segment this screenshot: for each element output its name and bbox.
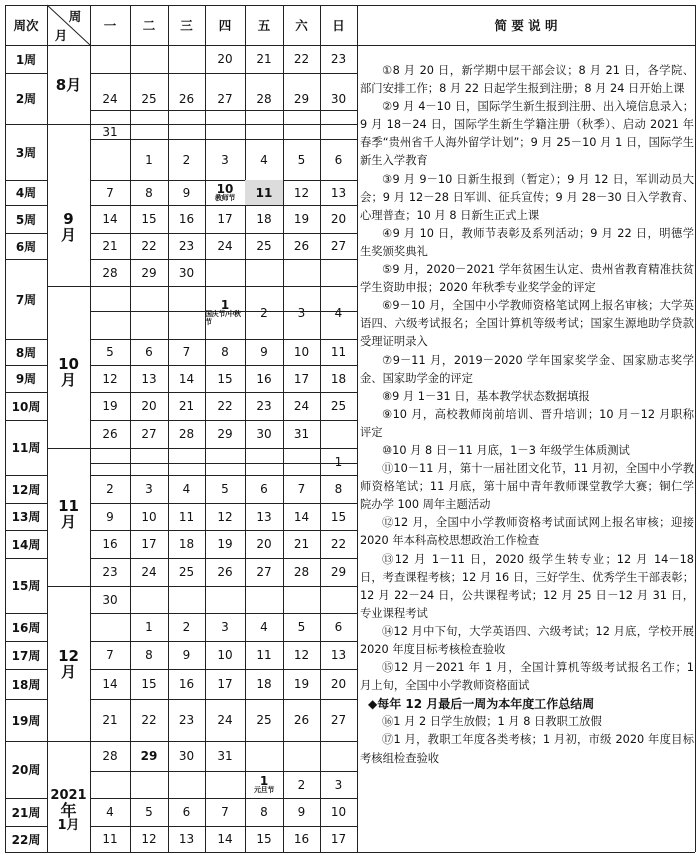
month-label-december-part: 月: [60, 663, 76, 681]
note-item: ⑧9 月 1－31 日，基本教学状态数据填报: [382, 389, 590, 403]
day-cell: 27: [141, 427, 157, 441]
holiday-day-number: 1: [259, 773, 269, 788]
day-cell: 25: [256, 239, 272, 253]
day-cell: 4: [260, 152, 268, 167]
day-cell: 26: [293, 239, 310, 253]
holiday-day-number: 1: [220, 297, 230, 312]
note-item: ◆每年 12 月最后一周为本年度工作总结周: [368, 697, 595, 712]
day-cell: 30: [330, 91, 347, 106]
day-cell: 16: [293, 832, 310, 846]
day-cell: 28: [102, 749, 118, 763]
day-cell: 24: [141, 565, 157, 579]
day-cell: 26: [217, 565, 233, 579]
day-cell: 30: [178, 749, 195, 763]
note-item: ⑤9 月，2020－2021 学年贫困生认定、贵州省教育精准扶贫学生资助申报；2020 年秋季专业奖学金的评定: [360, 263, 694, 295]
week-label: 8周: [15, 345, 37, 360]
day-cell: 29: [217, 427, 233, 441]
weekday-header-tue: 二: [142, 18, 156, 33]
day-cell: 20: [330, 212, 347, 226]
day-cell: 20: [141, 399, 157, 413]
month-label-september-part: 9: [63, 209, 74, 228]
day-cell: 2: [297, 777, 306, 792]
weekday-header-thu: 四: [218, 18, 232, 33]
day-cell: 14: [178, 371, 195, 386]
day-cell: 12: [102, 371, 118, 386]
week-label: 7周: [15, 292, 37, 307]
day-cell: 22: [217, 399, 233, 413]
note-item: ⑮12 月－2021 年 1 月，全国计算机等级考试报名工作；1 月上旬，全国中小学教师资格面试: [360, 661, 694, 693]
day-cell: 27: [330, 239, 347, 253]
weekday-header-fri: 五: [257, 18, 271, 33]
weekday-header-sat: 六: [295, 18, 308, 33]
day-cell: 10: [293, 345, 310, 359]
day-cell: 16: [178, 212, 195, 226]
day-cell: 5: [297, 620, 306, 634]
day-cell: 9: [182, 648, 191, 662]
day-cell: 28: [256, 91, 272, 106]
month-label-november: [47, 490, 90, 540]
week-label: 3周: [15, 145, 37, 160]
day-cell: 16: [178, 677, 195, 691]
day-cell: 10: [330, 805, 347, 819]
month-label-november-part: 11: [58, 497, 79, 516]
note-item: ⑨10 月，高校教师岗前培训、晋升培训；10 月－12 月职称评定: [360, 407, 694, 439]
day-cell: 15: [141, 212, 157, 226]
day-cell: 22: [141, 713, 157, 727]
day-cell: 27: [256, 565, 272, 579]
day-cell: 14: [102, 677, 118, 691]
month-label-september-part: 月: [60, 225, 76, 244]
day-cell: 4: [260, 620, 268, 634]
day-cell: 28: [178, 427, 195, 441]
holiday-note: 国庆节/中秋节: [205, 310, 241, 326]
week-label: 14周: [11, 537, 41, 552]
day-cell: 23: [102, 565, 118, 579]
day-cell: 2: [106, 482, 114, 496]
day-cell: 13: [178, 832, 195, 846]
week-label: 2周: [15, 92, 37, 106]
day-cell: 3: [221, 620, 229, 634]
day-cell: 18: [256, 677, 272, 691]
week-label: 18周: [11, 677, 41, 692]
day-cell: 18: [256, 212, 272, 226]
day-cell: 24: [217, 239, 233, 253]
holiday-note: 元旦节: [253, 786, 275, 795]
week-label: 16周: [11, 620, 41, 635]
day-cell: 23: [178, 713, 195, 727]
month-label-september: [47, 205, 90, 250]
day-cell: 6: [334, 152, 343, 167]
day-cell: 24: [217, 713, 233, 727]
day-cell: 9: [297, 805, 306, 819]
day-cell: 8: [221, 345, 229, 359]
day-cell: 23: [178, 239, 195, 253]
day-cell: 13: [330, 185, 347, 200]
day-cell: 8: [334, 482, 343, 496]
day-cell: 17: [293, 371, 310, 386]
day-cell: 6: [145, 345, 153, 359]
day-cell: 21: [178, 399, 195, 413]
day-cell: 8: [260, 805, 268, 819]
day-cell: 29: [293, 91, 310, 106]
day-cell: 28: [102, 265, 118, 280]
week-label: 21周: [11, 805, 41, 820]
day-cell: 5: [106, 345, 114, 359]
day-cell: 13: [256, 509, 272, 524]
weekday-header-mon: 一: [103, 18, 117, 33]
month-label-november-part: 月: [60, 513, 76, 531]
day-cell: 20: [256, 537, 272, 551]
day-cell: 29: [140, 749, 158, 763]
day-cell: 25: [141, 91, 157, 106]
day-cell: 26: [293, 713, 310, 727]
day-cell: 4: [334, 305, 343, 320]
day-cell: 21: [102, 239, 118, 253]
week-label: 17周: [11, 648, 41, 663]
day-cell: 22: [141, 239, 157, 253]
day-cell: 5: [221, 482, 229, 496]
day-cell: 10: [217, 648, 233, 662]
day-cell: 28: [293, 565, 310, 579]
week-label: 13周: [11, 510, 41, 524]
week-label: 5周: [15, 212, 37, 227]
day-cell: 6: [334, 620, 343, 634]
day-cell: 30: [256, 427, 272, 441]
day-cell: 30: [178, 265, 195, 280]
note-item: ⑭12 月中下旬，大学英语四、六级考试；12 月底，学校开展 2020 年度目标考核检查验收: [360, 624, 694, 656]
day-cell: 17: [330, 832, 347, 846]
day-cell: 9: [106, 509, 114, 524]
day-cell: 17: [141, 537, 157, 551]
day-cell: 8: [145, 648, 153, 662]
day-cell: 3: [221, 152, 229, 167]
holiday-day-cell: [245, 771, 283, 798]
week-label: 22周: [11, 832, 41, 847]
note-item: ⑯1 月 2 日学生放假；1 月 8 日教职工放假: [382, 715, 602, 729]
day-cell: 4: [182, 482, 191, 496]
week-label: 6周: [15, 239, 37, 254]
month-label-october-part: 10: [58, 354, 79, 373]
day-cell: 17: [217, 677, 233, 691]
week-label: 19周: [11, 713, 41, 728]
day-cell: 2: [260, 305, 268, 320]
day-cell: 20: [330, 677, 347, 691]
day-cell: 1: [145, 152, 153, 167]
day-cell: 7: [221, 805, 229, 819]
month-label-august: 8月: [55, 75, 82, 94]
day-cell: 3: [145, 482, 153, 496]
month-label-october-part: 月: [60, 370, 76, 389]
day-cell: 2: [182, 620, 191, 634]
month-label-january-part: 年: [60, 800, 77, 820]
day-cell: 29: [141, 265, 157, 280]
day-cell: 24: [293, 399, 310, 413]
day-cell: 21: [256, 52, 272, 66]
day-cell: 17: [217, 212, 233, 226]
day-cell: 11: [245, 180, 283, 205]
day-cell: 22: [293, 52, 310, 66]
day-cell: 11: [256, 648, 272, 662]
day-cell: 11: [178, 509, 195, 524]
day-cell: 18: [330, 371, 347, 386]
day-cell: 21: [102, 713, 118, 727]
day-cell: 27: [217, 91, 233, 106]
note-item: ⑰1 月，教职工年度各类考核；1 月初，市级 2020 年度目标考核组检查验收: [360, 733, 694, 765]
corner-month-label: 月: [54, 28, 68, 43]
day-cell: 23: [330, 52, 347, 66]
day-cell: 9: [182, 185, 191, 200]
note-item: ①8 月 20 日，新学期中层干部会议；8 月 21 日，各学院、部门安排工作；8 月 22 日起学生报到注册；8 月 24 日开始上课: [360, 64, 694, 96]
week-label: 4周: [15, 186, 37, 200]
day-cell: 20: [217, 52, 233, 66]
note-item: ⑩10 月 8 日－11 月底，1－3 年级学生体质测试: [382, 443, 630, 457]
note-item: ⑪10－11 月，第十一届社团文化节，11 月初，全国中小学教师资格笔试；11 月底，第十届中青年教师课堂教学大赛；铜仁学院办学 100 周年主题活动: [360, 462, 694, 512]
day-cell: 29: [330, 565, 347, 579]
day-cell: 22: [330, 537, 347, 551]
day-cell: 19: [217, 537, 233, 551]
day-cell: 31: [293, 427, 310, 441]
day-cell: 13: [141, 371, 157, 386]
note-item: ⑥9－10 月，全国中小学教师资格笔试网上报名审核；大学英语四、六级考试报名；全国计算机等级考试；国家生源地助学贷款受理证明录入: [360, 299, 694, 349]
day-cell: 26: [178, 91, 195, 106]
week-label: 20周: [11, 763, 41, 777]
note-item: ②9 月 4－10 日，国际学生新生报到注册、出入境信息录入；9 月 18－24 日，国际学生新生学籍注册（秋季）、启动 2021 年春季“贵州省千人海外留学计划”；9 月 25－10 月 1 日，国际学生新生入学教育: [360, 100, 694, 168]
day-cell: 31: [217, 749, 233, 763]
day-cell: 30: [102, 592, 118, 607]
day-cell: 2: [182, 152, 191, 167]
day-cell: 23: [256, 399, 272, 413]
holiday-note: 教师节: [214, 194, 236, 203]
day-cell: 11: [330, 345, 347, 359]
month-label-december-part: 12: [58, 647, 79, 666]
week-label: 11周: [11, 441, 41, 455]
day-cell: 1: [334, 454, 343, 469]
note-item: ③9 月 9－10 日新生报到（暂定）；9 月 12 日，军训动员大会；9 月 12－28 日军训、征兵宣传；9 月 28－30 日入学教育、心理普查；10 月 8 日新生正式上课: [360, 172, 694, 222]
week-label: 12周: [11, 482, 41, 497]
day-cell: 8: [145, 185, 153, 200]
day-cell: 26: [102, 427, 118, 441]
month-label-october: [47, 345, 90, 400]
brief-notes: [360, 62, 694, 768]
day-cell: 24: [102, 91, 118, 106]
day-cell: 14: [217, 832, 233, 846]
day-cell: 12: [293, 648, 310, 662]
day-cell: 12: [293, 185, 310, 200]
day-cell: 11: [102, 832, 118, 846]
day-cell: 25: [256, 713, 272, 727]
day-cell: 6: [182, 805, 191, 819]
day-cell: 6: [260, 482, 268, 496]
day-cell: 25: [330, 399, 347, 413]
month-label-january-part: 2021: [50, 787, 87, 803]
day-cell: 9: [260, 345, 268, 359]
day-cell: 5: [297, 152, 306, 167]
day-cell: 10: [141, 509, 157, 524]
day-cell: 3: [334, 777, 343, 792]
day-cell: 15: [141, 677, 157, 691]
week-label: 15周: [11, 579, 41, 593]
month-label-january-part: 1月: [57, 818, 80, 834]
day-cell: 19: [293, 677, 310, 691]
day-cell: 1: [145, 620, 153, 634]
day-cell: 27: [330, 713, 347, 727]
note-item: ⑫12 月，全国中小学教师资格考试面试网上报名审核；迎接 2020 年本科高校思想政治工作检查: [360, 516, 694, 548]
day-cell: 3: [297, 305, 306, 320]
month-label-january: [47, 770, 90, 852]
holiday-day-number: 10: [216, 181, 234, 196]
note-item: ④9 月 10 日，教师节表彰及系列活动；9 月 22 日，明德学生奖颁奖典礼: [360, 226, 694, 258]
day-cell: 19: [102, 399, 118, 413]
notes-title: 简 要 说 明: [494, 18, 558, 33]
day-cell: 15: [256, 832, 272, 846]
weekday-header-sun: 日: [332, 18, 345, 33]
day-cell: 7: [297, 482, 306, 496]
day-cell: 7: [106, 648, 114, 662]
day-cell: 15: [330, 509, 347, 524]
day-cell: 16: [256, 371, 272, 386]
day-cell: 4: [106, 805, 114, 819]
week-column-header: 周次: [13, 18, 39, 33]
week-label: 1周: [15, 52, 37, 67]
week-label: 9周: [15, 372, 37, 386]
weekday-header-wed: 三: [180, 18, 193, 33]
note-item: ⑬12 月 1－11 日，2020 级学生转专业；12 月 14－18 日，考查课程考核；12 月 16 日，三好学生、优秀学生干部表彰；12 月 22－24 日，公共课程考试；12 月 25 日－12 月 31 日，专业课程考试: [360, 552, 694, 620]
day-cell: 18: [178, 537, 195, 551]
corner-week-label: 周: [68, 9, 82, 24]
holiday-day-cell: [205, 180, 245, 205]
day-cell: 31: [102, 124, 118, 139]
holiday-day-cell: [205, 286, 245, 339]
day-cell: 25: [178, 565, 195, 579]
week-label: 10周: [11, 399, 41, 414]
day-cell: 7: [182, 345, 191, 359]
day-cell: 5: [145, 805, 153, 819]
day-cell: 15: [217, 371, 233, 386]
day-cell: 12: [217, 509, 233, 524]
day-cell: 7: [106, 185, 114, 200]
month-label-december: [47, 640, 90, 690]
day-cell: 14: [293, 509, 310, 524]
day-cell: 14: [102, 212, 118, 226]
day-cell: 21: [293, 537, 310, 551]
day-cell: 19: [293, 212, 310, 226]
day-cell: 12: [141, 832, 157, 846]
note-item: ⑦9－11 月，2019－2020 学年国家奖学金、国家励志奖学金、国家助学金的评定: [360, 353, 694, 385]
day-cell: 16: [102, 537, 118, 551]
day-cell: 13: [330, 648, 347, 662]
